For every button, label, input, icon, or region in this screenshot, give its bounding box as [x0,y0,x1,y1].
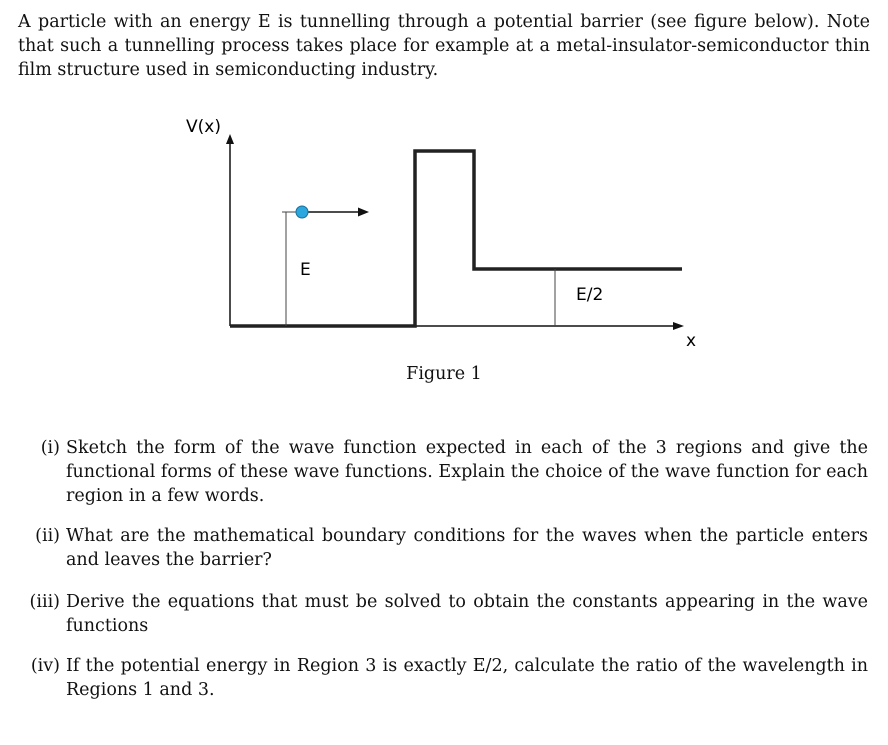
question-text: If the potential energy in Region 3 is exactly E/2, calculate the ratio of the wavelength in Regions 1 and 3. [66,656,868,700]
question-number: (ii) [35,526,60,546]
question-number: (i) [40,438,60,458]
y-axis-label: V(x) [186,117,221,137]
question-text: Derive the equations that must be solved to obtain the constants appearing in the wave functions [66,592,868,636]
figure-caption: Figure 1 [406,364,482,384]
x-axis-label: x [686,331,697,351]
particle-dot [296,206,308,218]
region3-energy-label: E/2 [576,285,604,305]
potential-profile [230,151,682,326]
intro-paragraph: A particle with an energy E is tunnelling through a potential barrier (see figure below). Note that such a tunnelling process takes place for example at a metal-insulator-semiconductor thin film structure used in semiconducting industry. [18,12,870,80]
y-axis-arrowhead [226,134,234,144]
energy-label: E [300,260,311,280]
question-number: (iv) [30,656,60,676]
question-item [30,654,868,702]
question-item [40,436,868,508]
question-item [35,524,868,572]
question-number: (iii) [29,592,60,612]
question-text: Sketch the form of the wave function expected in each of the 3 regions and give the functional forms of these wave functions. Explain the choice of the wave function for each region in a few words. [66,438,868,506]
x-axis-arrowhead [673,322,684,330]
question-text: What are the mathematical boundary conditions for the waves when the particle enters and leaves the barrier? [66,526,868,570]
question-item [29,590,868,638]
particle-arrow-head [358,208,369,217]
